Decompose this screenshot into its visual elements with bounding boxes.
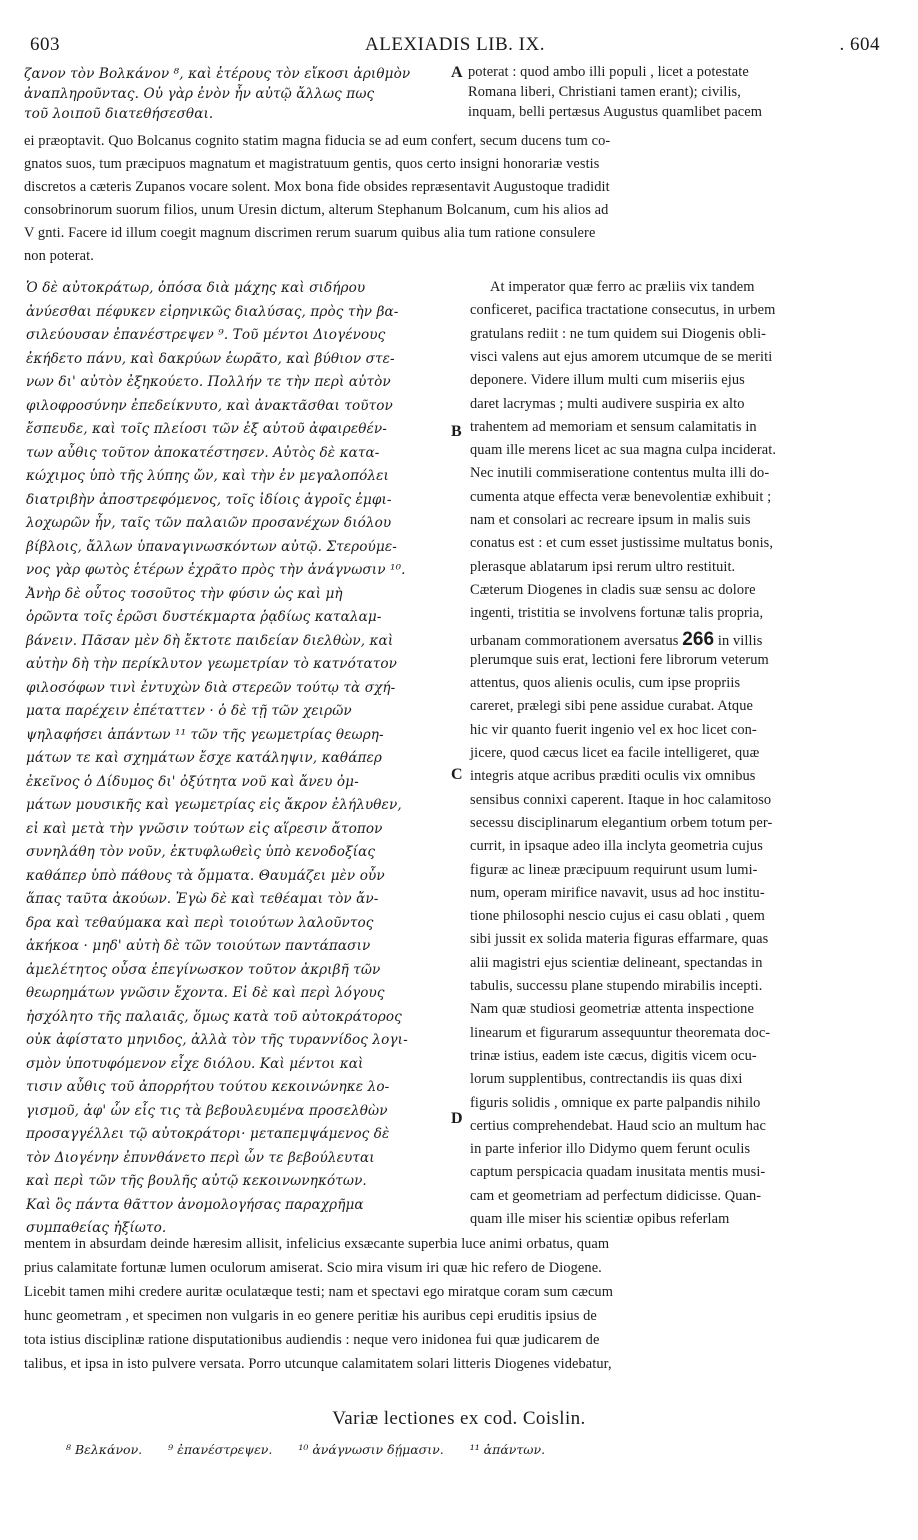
text-line: attentus, quos alienis oculis, cum ipse propriis — [470, 675, 741, 692]
text-line: figuris solidis , omnique ex parte palpandis nihilo — [470, 1094, 761, 1111]
text-line: nam et consolari ac recreare ipsum in malis suis — [470, 512, 751, 528]
text-line: καὶ περὶ τῶν τῆς βουλῆς αὐτῷ κεκοινωνηκότων. — [26, 1173, 367, 1189]
text-line: τισιν αὖθις τοῦ ἀπορρήτου τούτου κεκοινώνηκε λο- — [26, 1079, 390, 1095]
text-line: ἅπας ταῦτα ἀκούων. Ἐγὼ δὲ καὶ τεθέαμαι τὸν ἄν- — [26, 891, 379, 907]
text-line: βίβλοις, ἄλλων ὑπαναγινωσκόντων αὐτῷ. Στερούμε- — [26, 538, 397, 555]
text-line: ὁρῶντα τοῖς ἐρῶσι δυστέκμαρτα ῥᾳδίως καταλαμ- — [26, 609, 382, 625]
text-line: οὐκ ἀφίστατο μηνιδος, ἀλλὰ τὸν τῆς τυραννίδος λογι- — [26, 1032, 408, 1048]
greek-fragment-top — [24, 66, 464, 130]
text-line: quam ille miser his scientiæ opibus referlam — [470, 1211, 730, 1227]
text-line: θεωρημάτων γνῶσιν ἔχοντα. Εἰ δὲ καὶ περὶ λόγους — [26, 985, 385, 1001]
text-line: Romana liberi, Christiani tamen erant); civilis, — [468, 84, 741, 100]
text-line: sensibus connixi caperent. Itaque in hoc calamitoso — [470, 791, 772, 808]
footnote: ⁸ Βελκάνον. — [66, 1442, 143, 1457]
text-line: Nam quæ studiosi geometriæ attenta inspectione — [470, 1001, 754, 1018]
text-line: in parte inferior illo Didymo quem ferunt oculis — [470, 1141, 751, 1158]
text-line: discretos a cæteris Zupanos vocare solent. Mox bona fide obsides repræsentavit Augustoque tradidit — [24, 179, 610, 195]
text-line: non poterat. — [24, 248, 94, 264]
text-line: νων δι' αὐτὸν ἐξηκούετο. Πολλήν τε τὴν περὶ αὐτὸν — [26, 374, 391, 390]
text-line: certius comprehendebat. Haud scio an multum hac — [470, 1117, 767, 1134]
text-line: σιλεύουσαν ἐπανέστρεψεν ⁹. Τοῦ μέντοι Διογένους — [26, 327, 386, 343]
footnote: ¹¹ ἁπάντων. — [469, 1442, 546, 1457]
text-line: integris atque acribus præditi oculis vix omnibus — [470, 768, 756, 785]
text-line: ἔσπευδε, καὶ τοῖς πλείοσι τῶν ἐξ αὐτοῦ ἀφαιρεθέν- — [26, 421, 387, 437]
text-line: captum perspicacia quadam inusitata mentis musi- — [470, 1164, 766, 1181]
text-line: ingenti, tristitia se involvens fortunæ talis propria, — [470, 605, 764, 622]
text-line: Licebit tamen mihi credere auritæ oculatæque testi; nam et spectavi ego miratque coram sum cæcum — [24, 1284, 614, 1300]
running-title: ALEXIADIS LIB. IX. — [365, 34, 545, 55]
text-line: deponere. Videre illum multi cum miseriis ejus — [470, 372, 745, 389]
text-line: ἐκήδετο πάνυ, καὶ δακρύων ἑωρᾶτο, καὶ βύθιον στε- — [26, 350, 395, 367]
text-line: εἰ καὶ μετὰ τὴν γνῶσιν τούτων εἰς αἵρεσιν ἄτοπον — [26, 820, 383, 837]
text-fragment: in villis — [717, 632, 763, 649]
margin-letter-b: B — [451, 423, 462, 440]
latin-column — [470, 279, 890, 1269]
text-line: V gnti. Facere id illum coegit magnum discrimen rerum suarum quibus alia tum ratione consulere — [24, 225, 596, 241]
text-line: tione philosophi nescio cujus ei casu oblati , quem — [470, 908, 765, 925]
text-line: ματα παρέχειν ἐπέταττεν · ὁ δὲ τῇ τῶν χειρῶν — [26, 703, 352, 719]
text-line: plerasque ablatarum ipsi rerum ultro restituit. — [470, 558, 736, 575]
text-line: poterat : quod ambo illi populi , licet a potestate — [468, 64, 749, 80]
latin-full-paragraph-1 — [24, 133, 890, 263]
footnotes — [66, 1442, 886, 1457]
text-line: conficeret, pacifica tractatione consecutus, in urbem — [470, 302, 776, 319]
text-line: figuræ ac lineæ præcipuum requirunt usum lumi- — [470, 861, 758, 878]
text-line: talibus, et ipsa in isto pulvere versata. Porro utcunque calamitatem solari litteris Diogenes videbatur, — [24, 1356, 612, 1372]
text-line: τοῦ λοιποῦ διατεθήσεσθαι. — [24, 106, 214, 122]
text-line: prius calamitate fortunæ lumen oculorum amiserat. Scio mira visum iri quæ hic refero de Diogene. — [24, 1260, 602, 1276]
text-line: συμπαθείας ἠξίωτο. — [26, 1220, 167, 1236]
text-line: Ὁ δὲ αὐτοκράτωρ, ὁπόσα διὰ μάχης καὶ σιδήρου — [26, 280, 366, 296]
text-line: μάτων μουσικῆς καὶ γεωμετρίας εἰς ἄκρον ἐλήλυθεν, — [26, 797, 402, 813]
text-line: linearum et figurarum assequuntur theoremata doc- — [470, 1024, 771, 1041]
text-line: τὸν Διογένην ἐπυνθάνετο περὶ ὧν τε βεβούλευται — [26, 1149, 375, 1166]
text-line: hunc geometram , et specimen non vulgaris in eo genere peritiæ his auribus cepi eruditis ipsius de — [24, 1308, 597, 1324]
text-line: βάνειν. Πᾶσαν μὲν δὴ ἔκτοτε παιδείαν διελθὼν, καὶ — [26, 632, 394, 649]
page-number-left: 603 — [30, 34, 60, 55]
inline-page-number: 266 — [682, 628, 715, 650]
text-line: conatus est : et cum esset justissime multatus bonis, — [470, 535, 774, 552]
running-header — [30, 34, 880, 58]
text-line: ζανον τὸν Βολκάνον ⁸, καὶ ἑτέρους τὸν εἴκοσι ἀριθμὸν — [24, 66, 411, 82]
text-line: tabulis, successu plane stupendo mirabilis incepti. — [470, 978, 763, 994]
text-line: προσαγγέλλει τῷ αὐτοκράτορι· μεταπεμψάμενος δὲ — [26, 1126, 390, 1142]
text-line: δρα καὶ τεθαύμακα καὶ περὶ τοιούτων λαλοῦντος — [26, 914, 374, 931]
text-line: daret lacrymas ; multi audivere suspiria ex alto — [470, 395, 745, 412]
text-line: των αὖθις τοῦτον ἀποκατέστησεν. Αὐτὸς δὲ κατα- — [26, 444, 380, 461]
text-line: Καὶ ὃς πάντα θᾶττον ἀνομολογήσας παραχρῆμα — [26, 1196, 364, 1213]
margin-letter-c: C — [451, 766, 463, 783]
text-line: cam et geometriam ad perfectum didicisse. Quan- — [470, 1187, 762, 1204]
text-line: γισμοῦ, ἀφ' ὧν εἷς τις τὰ βεβουλευμένα προσελθὼν — [26, 1102, 388, 1119]
text-line: ἐκεῖνος ὁ Δίδυμος δι' ὀξύτητα νοῦ καὶ ἄνευ ὀμ- — [26, 773, 359, 790]
text-line: hic vir quanto fuerit ingenio vel ex hoc licet con- — [470, 721, 757, 738]
text-line: αὐτὴν δὴ τὴν περίκλυτον γεωμετρίαν τὸ κατνότατον — [26, 656, 398, 672]
text-line: consobrinorum suorum filios, unum Uresin dictum, alterum Stephanum Bolcanum, cum his alios ad — [24, 202, 609, 218]
text-line: ei præoptavit. Quo Bolcanus cognito statim magna fiducia se ad eum confert, secum ducens tum co- — [24, 133, 611, 149]
text-line: trinæ istius, eadem iste cæcus, digitis vicem ocu- — [470, 1047, 757, 1064]
text-line: ἀναπληροῦντας. Οὐ γὰρ ἐνὸν ἦν αὐτῷ ἄλλως πως — [24, 86, 375, 102]
text-line: κώχιμος ὑπὸ τῆς λύπης ὤν, καὶ τὴν ἐν μεγαλοπόλει — [26, 468, 389, 484]
greek-column — [26, 280, 458, 1250]
text-line: visci valens aut ejus amorem utcumque de se meriti — [470, 348, 773, 365]
text-line: cumenta atque effecta veræ benevolentiæ exhibuit ; — [470, 488, 772, 505]
text-line: φιλοσόφων τινὶ ἐντυχὼν διὰ στερεῶν τούτῳ τὰ σχή- — [26, 679, 396, 696]
text-line: careret, prælegi sibi pene assidue curabat. Atque — [470, 698, 754, 715]
variae-lectiones-heading: Variæ lectiones ex cod. Coislin. — [332, 1408, 586, 1429]
text-line: σμὸν ὑποτυφόμενον εἶχε διόλου. Καὶ μέντοι καὶ — [26, 1055, 364, 1072]
margin-letter-d: D — [451, 1110, 463, 1127]
text-line: διατριβὴν ἀποστρεφόμενος, τοῖς ἰδίοις ἀγροῖς ἐμφι- — [26, 491, 392, 508]
text-line: λοχωρῶν ἦν, ταῖς τῶν παλαιῶν προσανέχων διόλου — [26, 515, 392, 531]
text-line: inquam, belli pertæsus Augustus quamlibet pacem — [468, 104, 763, 120]
latin-full-paragraph-2 — [24, 1236, 890, 1386]
text-line: num, operam mirifice navavit, usus ad hoc institu- — [470, 884, 765, 901]
text-line: ἀμελέτητος οὖσα ἐπεγίνωσκον τοῦτον ἀκριβῆ τῶν — [26, 961, 381, 978]
text-line: ἀκήκοα · μηδ' αὐτὴ δὲ τῶν τοιούτων παντάπασιν — [26, 938, 371, 954]
page-number-right: . 604 — [839, 34, 880, 55]
text-line: συνηλάθη τὸν νοῦν, ἐκτυφλωθεὶς ὑπὸ κενοδοξίας — [26, 844, 376, 860]
footnote: ⁹ ἐπανέστρεψεν. — [168, 1442, 273, 1457]
text-line: At imperator quæ ferro ac præliis vix tandem — [490, 279, 755, 295]
latin-fragment-top — [468, 64, 888, 128]
text-line: lorum supplentibus, contrectandis iis quas dixi — [470, 1071, 743, 1088]
text-line: gnatos suos, tum præcipuos magnatum et magistratuum gentis, quos certo insigni honorariæ vestis — [24, 156, 600, 172]
text-line: currit, in ipsaque adeo illa inclyta geometria cujus — [470, 838, 763, 855]
text-line: ψηλαφήσει ἁπάντων ¹¹ τῶν τῆς γεωμετρίας θεωρη- — [26, 726, 384, 743]
text-line: νος γὰρ φωτὸς ἑτέρων ἐχρᾶτο πρὸς τὴν ἀνάγνωσιν ¹⁰. — [26, 562, 406, 578]
text-line: Ἀνὴρ δὲ οὗτος τοσοῦτος τὴν φύσιν ὡς καὶ μὴ — [26, 585, 343, 602]
text-line: trahentem ad memoriam et sensum calamitatis in — [470, 418, 757, 435]
text-line — [470, 629, 762, 651]
text-line: Cæterum Diogenes in cladis suæ sensu ac dolore — [470, 581, 756, 598]
footnote: ¹⁰ ἀνάγνωσιν δῄμασιν. — [298, 1442, 444, 1457]
text-line: sibi jussit ex solida materia figuras effarmare, quas — [470, 931, 769, 948]
text-line: Nec inutili commiseratione contentus multa illi do- — [470, 465, 770, 482]
text-line: φιλοφροσύνην ἐπεδείκνυτο, καὶ ἀνακτᾶσθαι τοῦτον — [26, 397, 393, 414]
text-line: jicere, quod cæcus licet ea facile intelligeret, quæ — [470, 745, 760, 761]
text-line: tota istius disciplinæ ratione disputationibus audiendis : neque vero inidonea fui quæ judicarem de — [24, 1332, 600, 1348]
text-line: plerumque suis erat, lectioni fere librorum veterum — [470, 651, 769, 668]
text-line: mentem in absurdam deinde hæresim allisit, infelicius exsæcante superbia luce animi orbatus, quam — [24, 1236, 610, 1252]
text-line: ἀνύεσθαι πέφυκεν εἰρηνικῶς διαλύσας, πρὸς τὴν βα- — [26, 303, 399, 320]
text-line: secessu disciplinarum elegantium orbem totum per- — [470, 814, 773, 831]
text-line: καθάπερ ὑπὸ πάθους τὰ ὄμματα. Θαυμάζει μὲν οὖν — [26, 867, 385, 884]
text-fragment: urbanam commorationem aversatus — [470, 632, 679, 649]
text-line: ἠσχόλητο τῆς παλαιᾶς, ὅμως κατὰ τοῦ αὐτοκράτορος — [26, 1008, 402, 1025]
text-line: alii magistri ejus scientiæ delineant, spectandas in — [470, 954, 763, 971]
text-line: quam ille merens licet ac sua magna culpa inciderat. — [470, 442, 777, 459]
margin-letter-a: A — [451, 64, 463, 81]
text-line: gratulans rediit : ne tum quidem sui Diogenis obli- — [470, 325, 767, 342]
text-line: μάτων τε καὶ σχημάτων ἔσχε κατάληψιν, καθάπερ — [26, 750, 383, 766]
